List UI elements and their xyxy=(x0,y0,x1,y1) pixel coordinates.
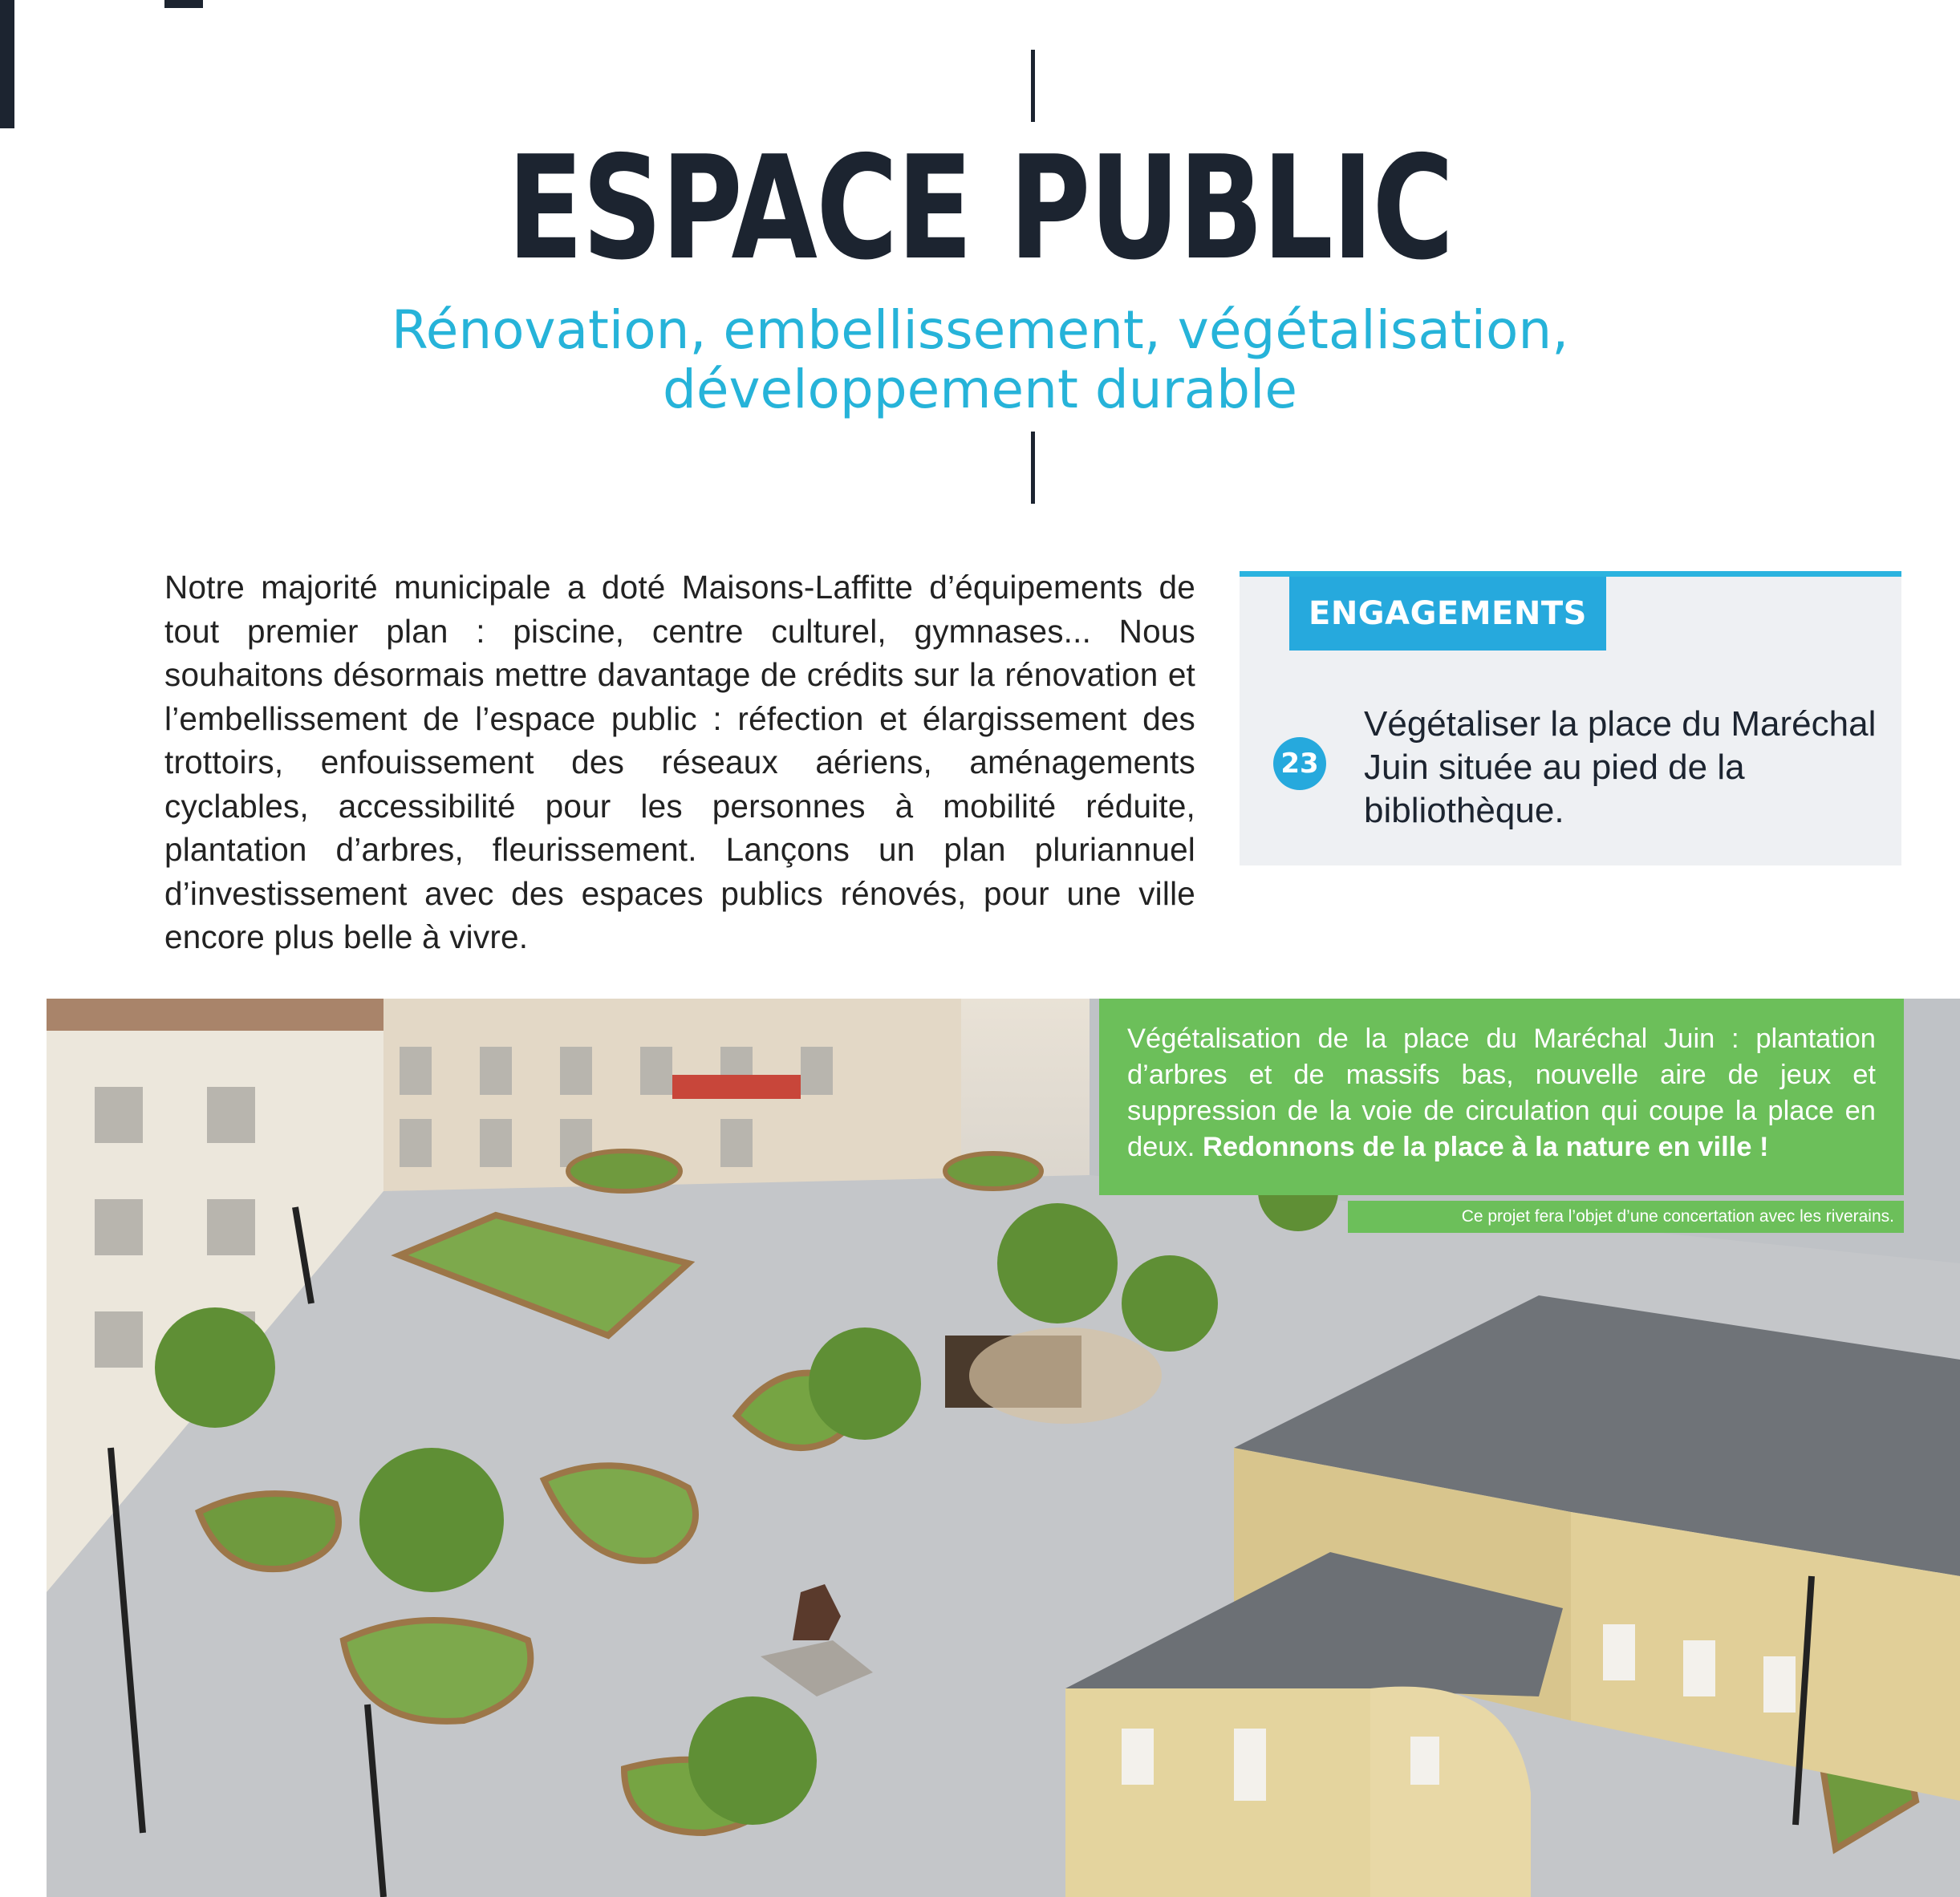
photo-caption-emphasis: Redonnons de la place à la nature en ville ! xyxy=(1202,1132,1769,1162)
photo-caption xyxy=(1127,1021,1876,1165)
title-divider-top xyxy=(1031,50,1035,122)
top-rule-mark xyxy=(164,0,203,8)
photo-caption-text: Végétalisation de la place du Maréchal Juin : plantation d’arbres et de massifs bas, nouvelle aire de jeux et suppression de la voie de circulation qui coupe la place en deux. xyxy=(1127,1023,1876,1162)
photo-caption-box xyxy=(1099,999,1904,1195)
page-subtitle xyxy=(0,301,1960,420)
title-divider-bottom xyxy=(1031,432,1035,504)
concertation-note: Ce projet fera l’objet d’une concertation avec les riverains. xyxy=(1348,1201,1904,1233)
subtitle-line-2: développement durable xyxy=(662,359,1297,420)
engagement-text: Végétaliser la place du Maréchal Juin située au pied de la bibliothèque. xyxy=(1364,704,1877,830)
page-title: ESPACE PUBLIC xyxy=(507,125,1453,291)
engagement-number-badge: 23 xyxy=(1273,737,1326,790)
engagements-box xyxy=(1240,571,1901,865)
subtitle-line-1: Rénovation, embellissement, végétalisation, xyxy=(391,299,1569,361)
intro-paragraph: Notre majorité municipale a doté Maisons-Laffitte d’équipements de tout premier plan : piscine, centre culturel, gymnases... Nous souhaitons désormais mettre davantage de crédits sur la rénovation et l’embellissement de l’espace public : réfection et élargissement des trottoirs, enfouissement des réseaux aériens, aménagements cyclables, accessibilité pour les personnes à mobilité réduite, plantation d’arbres, fleurissement. Lançons un plan pluriannuel d’investissement avec des espaces publics rénovés, pour une ville encore plus belle à vivre. xyxy=(164,569,1195,955)
page-edge-mark xyxy=(0,0,14,128)
engagements-label: ENGAGEMENTS xyxy=(1289,577,1606,651)
